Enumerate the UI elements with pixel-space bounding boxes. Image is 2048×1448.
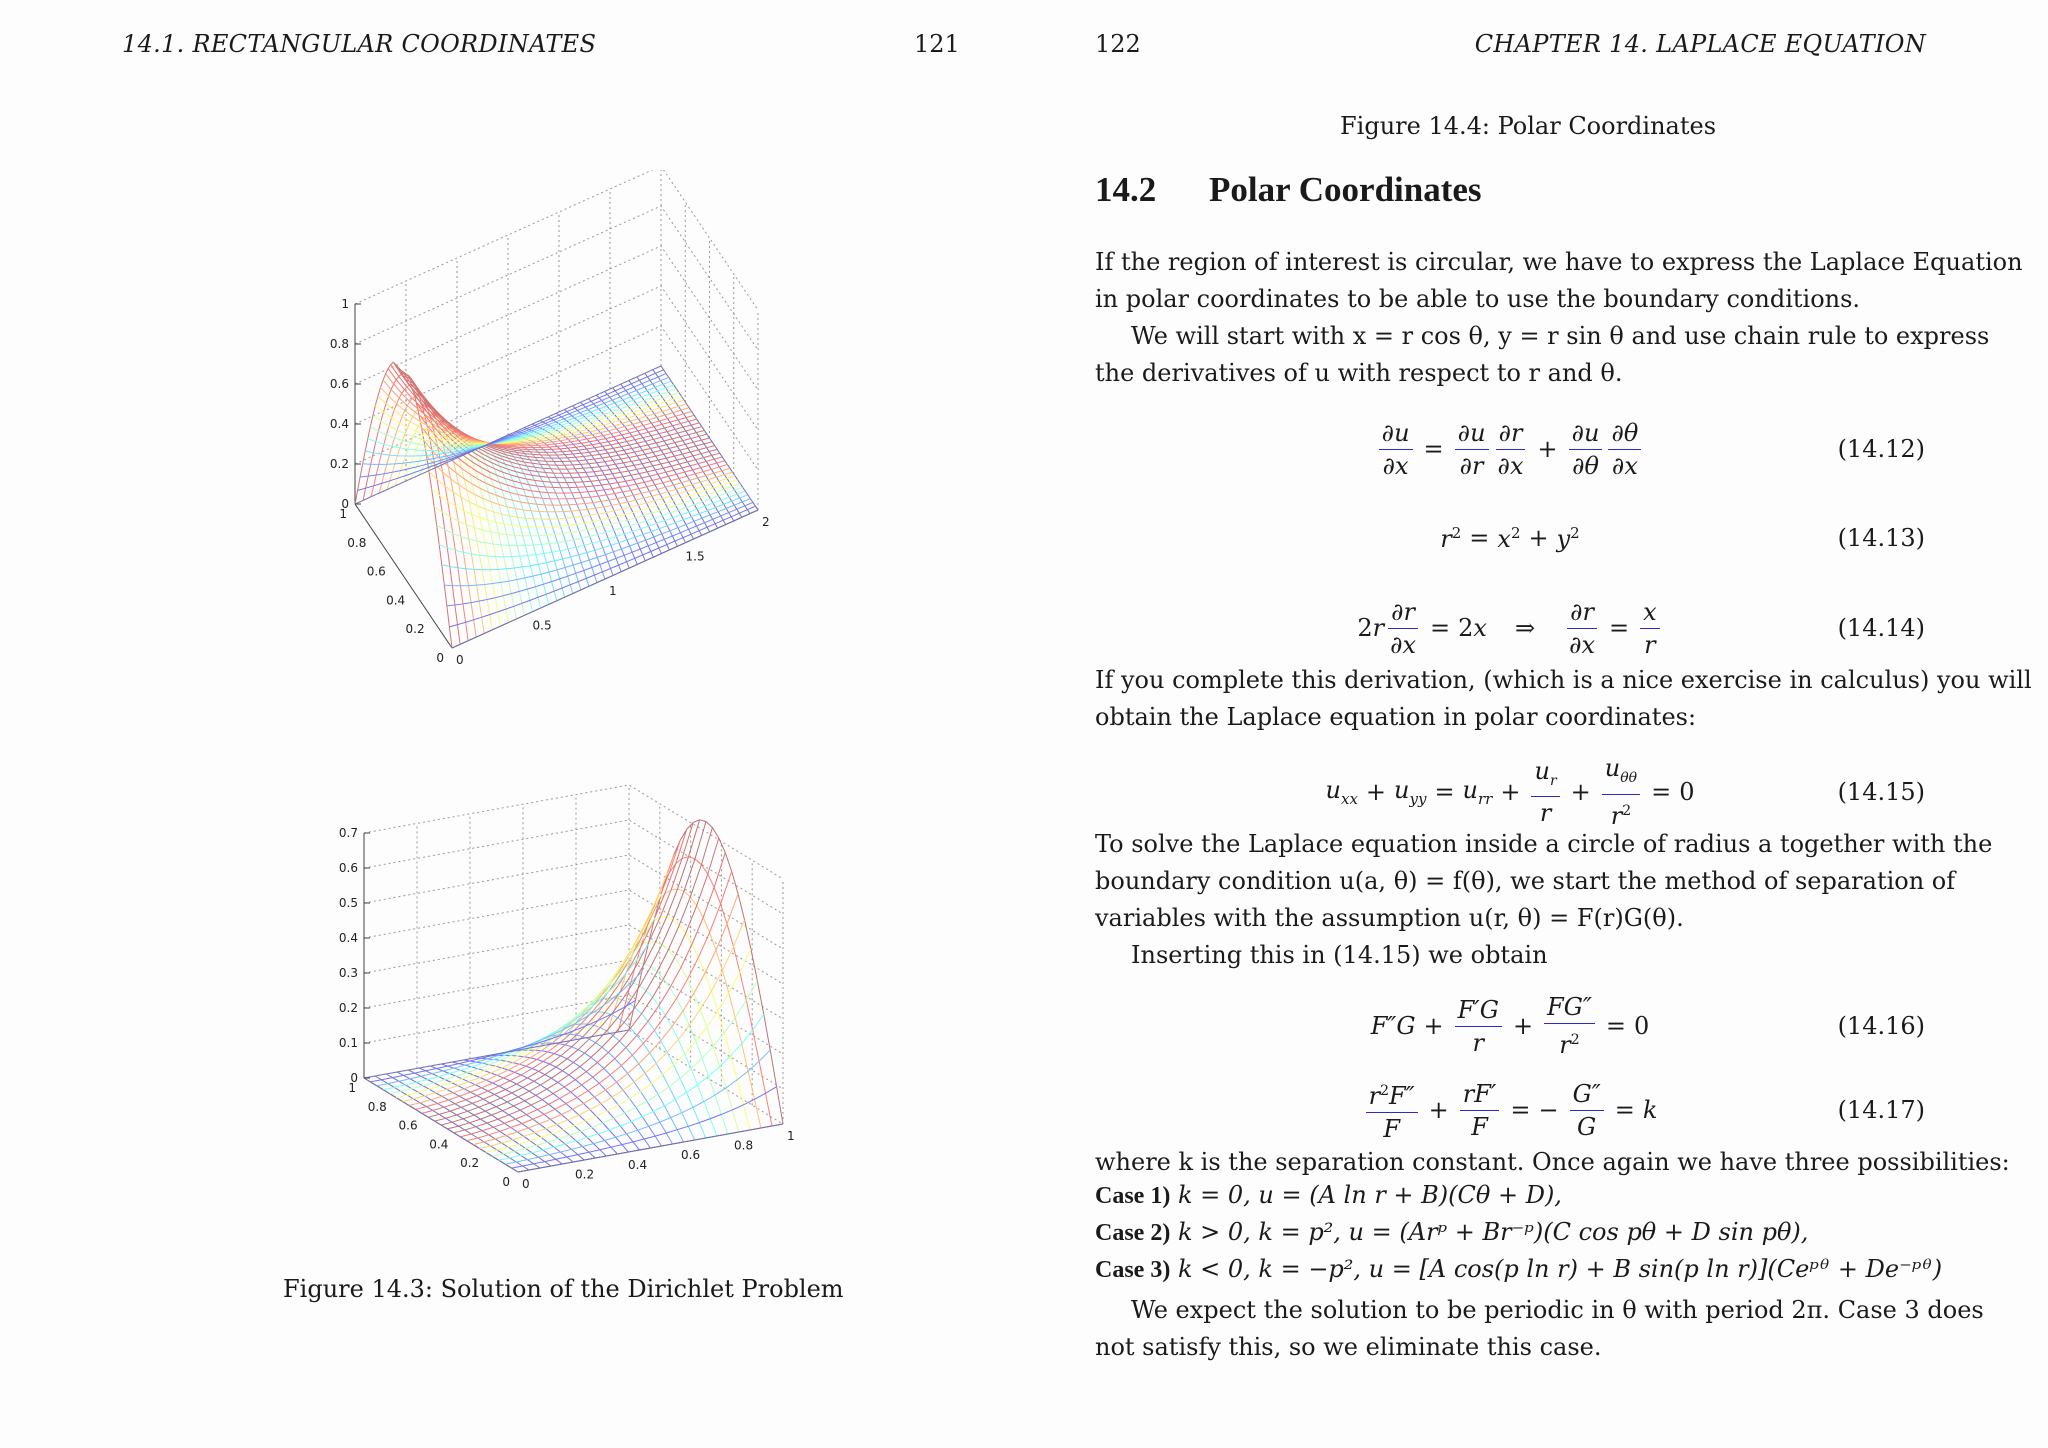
x-tick-label: 1 bbox=[787, 1129, 795, 1143]
equation-14-14-body: 2 r $\frac{\partial r}{\partial x}$ = 2x ⇒ $\frac{\partial r}{\partial x}$ = $\frac{x}{r}$ bbox=[1095, 588, 1925, 668]
y-tick-label: 0.2 bbox=[405, 622, 425, 637]
case-3-text: k < 0, k = −p², u = [A cos(p ln r) + B sin(p ln r)](Ceᵖᶿ + De⁻ᵖᶿ) bbox=[1177, 1255, 1943, 1283]
z-tick-label: 0.6 bbox=[329, 377, 349, 391]
para7-line2: not satisfy this, so we eliminate this case. bbox=[1095, 1333, 1602, 1361]
x-tick-label: 0.2 bbox=[575, 1167, 595, 1182]
z-tick-label: 0.2 bbox=[329, 457, 349, 471]
case-2-text: k > 0, k = p², u = (Arᵖ + Br⁻ᵖ)(C cos pθ + D sin pθ), bbox=[1177, 1218, 1809, 1246]
paragraph-3 bbox=[1095, 662, 2032, 736]
paragraph-7 bbox=[1095, 1292, 1984, 1366]
z-tick-label: 0.1 bbox=[338, 1036, 358, 1050]
z-tick-label: 0.6 bbox=[338, 861, 358, 875]
y-tick-label: 0.2 bbox=[460, 1156, 480, 1171]
para4-line2: boundary condition u(a, θ) = f(θ), we start the method of separation of bbox=[1095, 867, 1956, 895]
equation-14-12 bbox=[1095, 409, 1925, 489]
z-tick-label: 0.8 bbox=[329, 337, 349, 351]
x-tick-label: 0.6 bbox=[681, 1148, 701, 1163]
y-tick-label: 0.4 bbox=[386, 593, 406, 608]
equation-14-15 bbox=[1095, 752, 1925, 832]
y-tick-label: 0.6 bbox=[366, 564, 386, 579]
y-tick-label: 1 bbox=[348, 1081, 356, 1095]
case-2-label: Case 2) bbox=[1095, 1220, 1171, 1246]
y-tick-label: 0.6 bbox=[398, 1118, 418, 1133]
case-1-label: Case 1) bbox=[1095, 1183, 1171, 1209]
z-tick-label: 0.2 bbox=[338, 1001, 358, 1015]
case-3-label: Case 3) bbox=[1095, 1257, 1171, 1283]
para7-line1: We expect the solution to be periodic in θ with period 2π. Case 3 does bbox=[1131, 1296, 1984, 1324]
equation-14-15-body: $u_{xx}$ + $u_{yy}$ = $u_{rr}$ + $\frac{u_r}{r}$ + $\frac{u_{\theta\theta}}{r^2}$ = 0 bbox=[1325, 754, 1695, 830]
y-tick-label: 0.8 bbox=[347, 535, 367, 550]
y-tick-label: 0.8 bbox=[367, 1099, 387, 1114]
figure-caption-14-4: Figure 14.4: Polar Coordinates bbox=[1340, 112, 1717, 140]
equation-number: (14.17) bbox=[1837, 1096, 1925, 1124]
x-tick-label: 0 bbox=[456, 653, 464, 667]
paragraph-1 bbox=[1095, 244, 2023, 392]
case-1-text: k = 0, u = (A ln r + B)(Cθ + D), bbox=[1177, 1181, 1562, 1209]
section-heading bbox=[1095, 170, 1482, 210]
para5-line1: Inserting this in (14.15) we obtain bbox=[1131, 941, 1548, 969]
x-tick-label: 0.4 bbox=[628, 1157, 648, 1172]
z-tick-label: 1 bbox=[341, 297, 349, 311]
para1-line2: in polar coordinates to be able to use the boundary conditions. bbox=[1095, 285, 1861, 313]
z-tick-label: 0.4 bbox=[329, 417, 349, 431]
y-tick-label: 0 bbox=[502, 1175, 510, 1189]
equation-number: (14.14) bbox=[1837, 614, 1925, 642]
figure-caption-14-3: Figure 14.3: Solution of the Dirichlet Problem bbox=[283, 1275, 844, 1303]
equation-number: (14.15) bbox=[1837, 778, 1925, 806]
equation-14-16 bbox=[1095, 986, 1925, 1066]
equation-number: (14.13) bbox=[1837, 524, 1925, 552]
equation-14-16-body: F″G + $\frac{F'G}{r}$ + $\frac{FG''}{r^2}$ = 0 bbox=[1370, 993, 1650, 1059]
running-head-title: 14.1. RECTANGULAR COORDINATES bbox=[122, 30, 597, 58]
x-tick-label: 0.5 bbox=[532, 618, 552, 633]
para6-line1: where k is the separation constant. Once again we have three possibilities: bbox=[1095, 1148, 2010, 1176]
equation-14-17-body: $\frac{r^2F''}{F}$ + $\frac{rF'}{F}$ = − $\frac{G''}{G}$ = k bbox=[1095, 1070, 1925, 1150]
equation-14-13-body: $r^2$ = $x^2$ + $y^2$ bbox=[1440, 523, 1580, 553]
x-tick-label: 0 bbox=[522, 1177, 530, 1191]
equation-14-13 bbox=[1095, 498, 1925, 578]
z-tick-label: 0 bbox=[350, 1071, 358, 1085]
paragraph-6 bbox=[1095, 1144, 2010, 1181]
para4-line3: variables with the assumption u(r, θ) = F(r)G(θ). bbox=[1095, 904, 1684, 932]
equation-number: (14.16) bbox=[1837, 1012, 1925, 1040]
x-tick-label: 1 bbox=[609, 584, 617, 598]
para4-line1: To solve the Laplace equation inside a circle of radius a together with the bbox=[1095, 830, 1993, 858]
equation-14-17 bbox=[1095, 1070, 1925, 1150]
page-number: 121 bbox=[914, 30, 960, 58]
z-tick-label: 0.5 bbox=[338, 896, 358, 910]
case-2 bbox=[1095, 1218, 1808, 1247]
z-tick-label: 0 bbox=[341, 497, 349, 511]
case-1 bbox=[1095, 1181, 1562, 1210]
para3-line1: If you complete this derivation, (which is a nice exercise in calculus) you will bbox=[1095, 666, 2032, 694]
paragraph-4 bbox=[1095, 826, 1993, 974]
case-3 bbox=[1095, 1255, 1942, 1284]
y-tick-label: 1 bbox=[339, 507, 347, 521]
z-tick-label: 0.4 bbox=[338, 931, 358, 945]
running-head-title-right: CHAPTER 14. LAPLACE EQUATION bbox=[1474, 30, 1926, 58]
z-tick-label: 0.3 bbox=[338, 966, 358, 980]
section-title: Polar Coordinates bbox=[1209, 170, 1482, 209]
z-tick-label: 0.7 bbox=[338, 826, 358, 840]
equation-number: (14.12) bbox=[1837, 435, 1925, 463]
x-tick-label: 0.8 bbox=[734, 1138, 754, 1153]
para3-line2: obtain the Laplace equation in polar coordinates: bbox=[1095, 703, 1697, 731]
equation-14-14 bbox=[1095, 588, 1925, 668]
para2-line2: the derivatives of u with respect to r and θ. bbox=[1095, 359, 1623, 387]
y-tick-label: 0.4 bbox=[429, 1137, 449, 1152]
para2-line1: We will start with x = r cos θ, y = r sin θ and use chain rule to express bbox=[1131, 322, 1990, 350]
x-tick-label: 1.5 bbox=[685, 549, 705, 564]
y-tick-label: 0 bbox=[436, 651, 444, 665]
para1-line1: If the region of interest is circular, we have to express the Laplace Equation bbox=[1095, 248, 2023, 276]
equation-14-12-body: $\frac{\partial u}{\partial x}$ = $\frac{\partial u}{\partial r}$ $\frac{\partial r}{\partial x}$ + $\frac{\partial u}{\partial\theta}$ $\frac{\partial\theta}{\partial x}$ bbox=[1095, 409, 1925, 489]
section-number: 14.2 bbox=[1095, 170, 1157, 209]
page-number-right: 122 bbox=[1095, 30, 1141, 58]
x-tick-label: 2 bbox=[762, 515, 770, 529]
